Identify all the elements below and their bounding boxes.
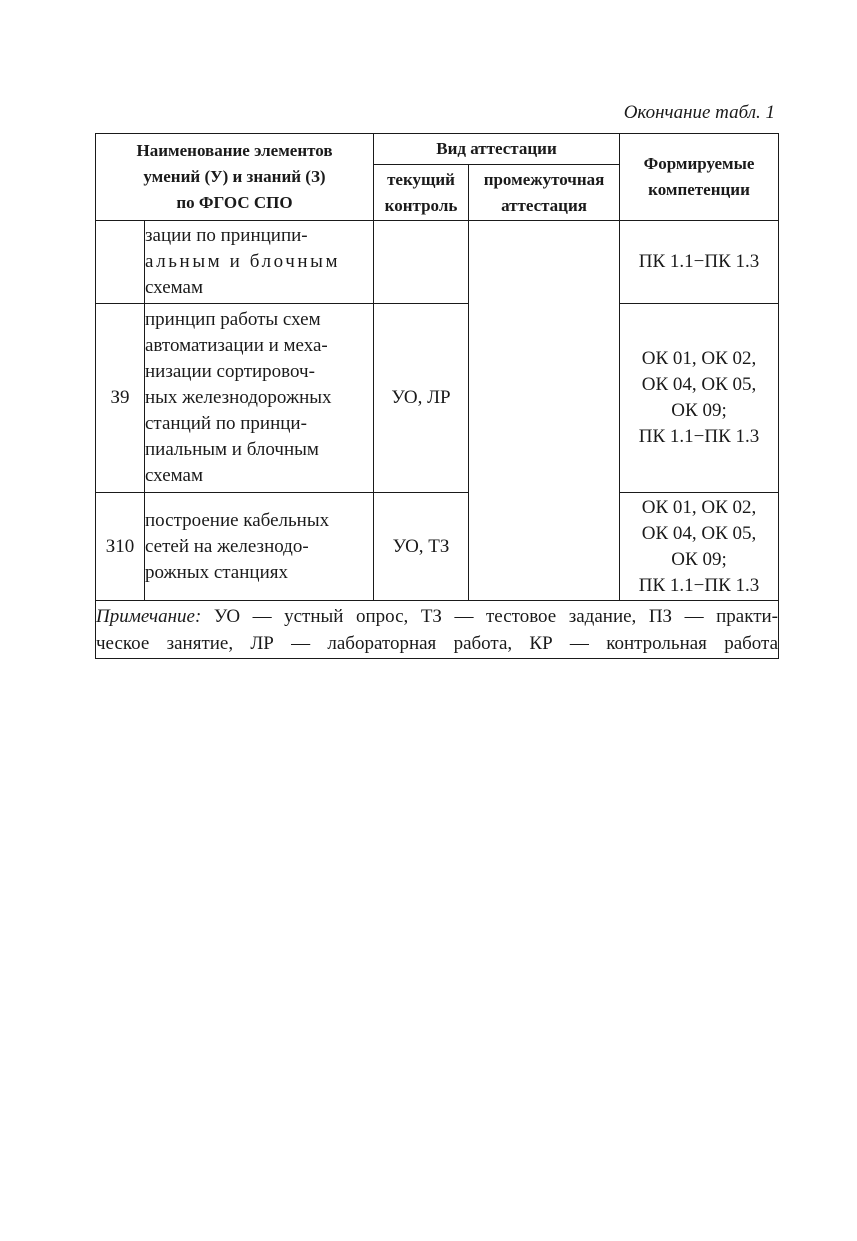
- row-current-control: [374, 221, 469, 304]
- header-attestation-type: Вид аттестации: [374, 134, 620, 165]
- row-current-control: УО, ЛР: [374, 304, 469, 493]
- table-note: [96, 601, 779, 659]
- table-row: [96, 221, 779, 304]
- header-competencies: Формируемые компетенции: [620, 134, 779, 221]
- table-row: [96, 493, 779, 601]
- table-row: [96, 304, 779, 493]
- intermediate-attestation-cell: [469, 221, 620, 601]
- row-competencies: ПК 1.1−ПК 1.3: [620, 221, 779, 304]
- row-code: З9: [96, 304, 145, 493]
- header-element-name: Наименование элементов умений (У) и знаний (З) по ФГОС СПО: [96, 134, 374, 221]
- note-text-line1: УО — устный опрос, ТЗ — тестовое задание, ПЗ — практи-: [213, 605, 779, 627]
- header-intermediate-attestation: промежуточная аттестация: [469, 165, 620, 221]
- row-competencies: ОК 01, ОК 02, ОК 04, ОК 05, ОК 09; ПК 1.1−ПК 1.3: [620, 304, 779, 493]
- row-current-control: УО, ТЗ: [374, 493, 469, 601]
- note-label: Примечание:: [96, 605, 202, 627]
- header-current-control: текущий контроль: [374, 165, 469, 221]
- row-code: [96, 221, 145, 304]
- row-competencies: ОК 01, ОК 02, ОК 04, ОК 05, ОК 09; ПК 1.1−ПК 1.3: [620, 493, 779, 601]
- attestation-table: [95, 133, 779, 659]
- row-description: принцип работы схем автоматизации и меха- низации сортировоч- ных железнодорожных станций по принци- пиальным и блочным схемам: [145, 304, 374, 493]
- note-text-line2: ческое занятие, ЛР — лабораторная работа, КР — контрольная работа: [96, 632, 779, 654]
- row-code: З10: [96, 493, 145, 601]
- row-description: зации по принципи- альным и блочным схемам: [145, 221, 374, 304]
- row-description: построение кабельных сетей на железнодо- рожных станциях: [145, 493, 374, 601]
- table-caption: Окончание табл. 1: [623, 102, 775, 123]
